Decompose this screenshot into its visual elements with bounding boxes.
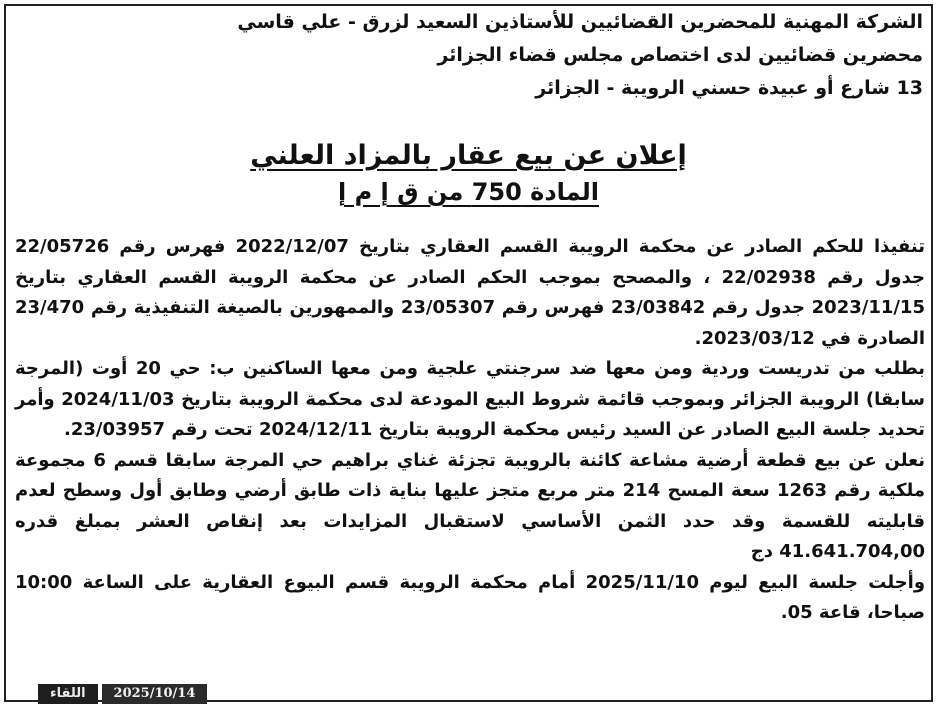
notice-body [15,232,925,629]
publication-footer [38,684,207,704]
bailiff-header [23,6,923,105]
firm-jurisdiction: محضرين قضائيين لدى اختصاص مجلس قضاء الجزائر [437,44,923,66]
publication-date: 2025/10/14 [102,684,208,704]
property-paragraph: نعلن عن بيع قطعة أرضية مشاعة كائنة بالرويبة تجزئة غناي براهيم حي المرجة سابقا قسم 6 مجموعة ملكية رقم 1263 سعة المسح 214 متر مربع متجز عليها بناية ذات طابق أرضي وطابق أول وسطح لعدم قابليته للقسمة وقد حدد الثمن الأساسي لاستقبال المزايدات بعد إنقاص العشر بمبلغ قدره 41.641.704,00 دج [15,449,926,562]
legal-article: المادة 750 من ق إ م إ [337,178,600,206]
judgment-paragraph: تنفيذا للحكم الصادر عن محكمة الرويبة القسم العقاري بتاريخ 2022/12/07 فهرس رقم 22/05726 جدول رقم 22/02938 ، والمصحح بموجب الحكم الصادر عن محكمة الرويبة القسم العقاري بتاريخ 2023/11/15 جدول رقم 23/03842 فهرس رقم 23/05307 والممهورين بالصيغة التنفيذية رقم 23/470 الصادرة في 2023/03/12. [15,236,925,349]
firm-name: الشركة المهنية للمحضرين القضائيين للأستاذين السعيد لزرق - علي قاسي [237,11,923,33]
newspaper-name: اللقاء [38,684,98,704]
request-paragraph: بطلب من تدريست وردية ومن معها ضد سرجنتي علجية ومن معها الساكنين ب: حي 20 أوت (المرجة سابقا) الرويبة الجزائر وبموجب قائمة شروط البيع المودعة لدى محكمة الرويبة بتاريخ 2024/11/03 وأمر تحديد جلسة البيع الصادر عن السيد رئيس محكمة الرويبة بتاريخ 2024/12/11 تحت رقم 23/03957. [15,358,926,440]
notice-heading: إعلان عن بيع عقار بالمزاد العلني [250,140,687,171]
session-paragraph: وأجلت جلسة البيع ليوم 2025/11/10 أمام محكمة الرويبة قسم البيوع العقارية على الساعة 10:00 صباحا، قاعة 05. [15,571,926,623]
firm-address: 13 شارع أو عبيدة حسني الرويبة - الجزائر [535,77,923,99]
notice-title [0,138,937,210]
